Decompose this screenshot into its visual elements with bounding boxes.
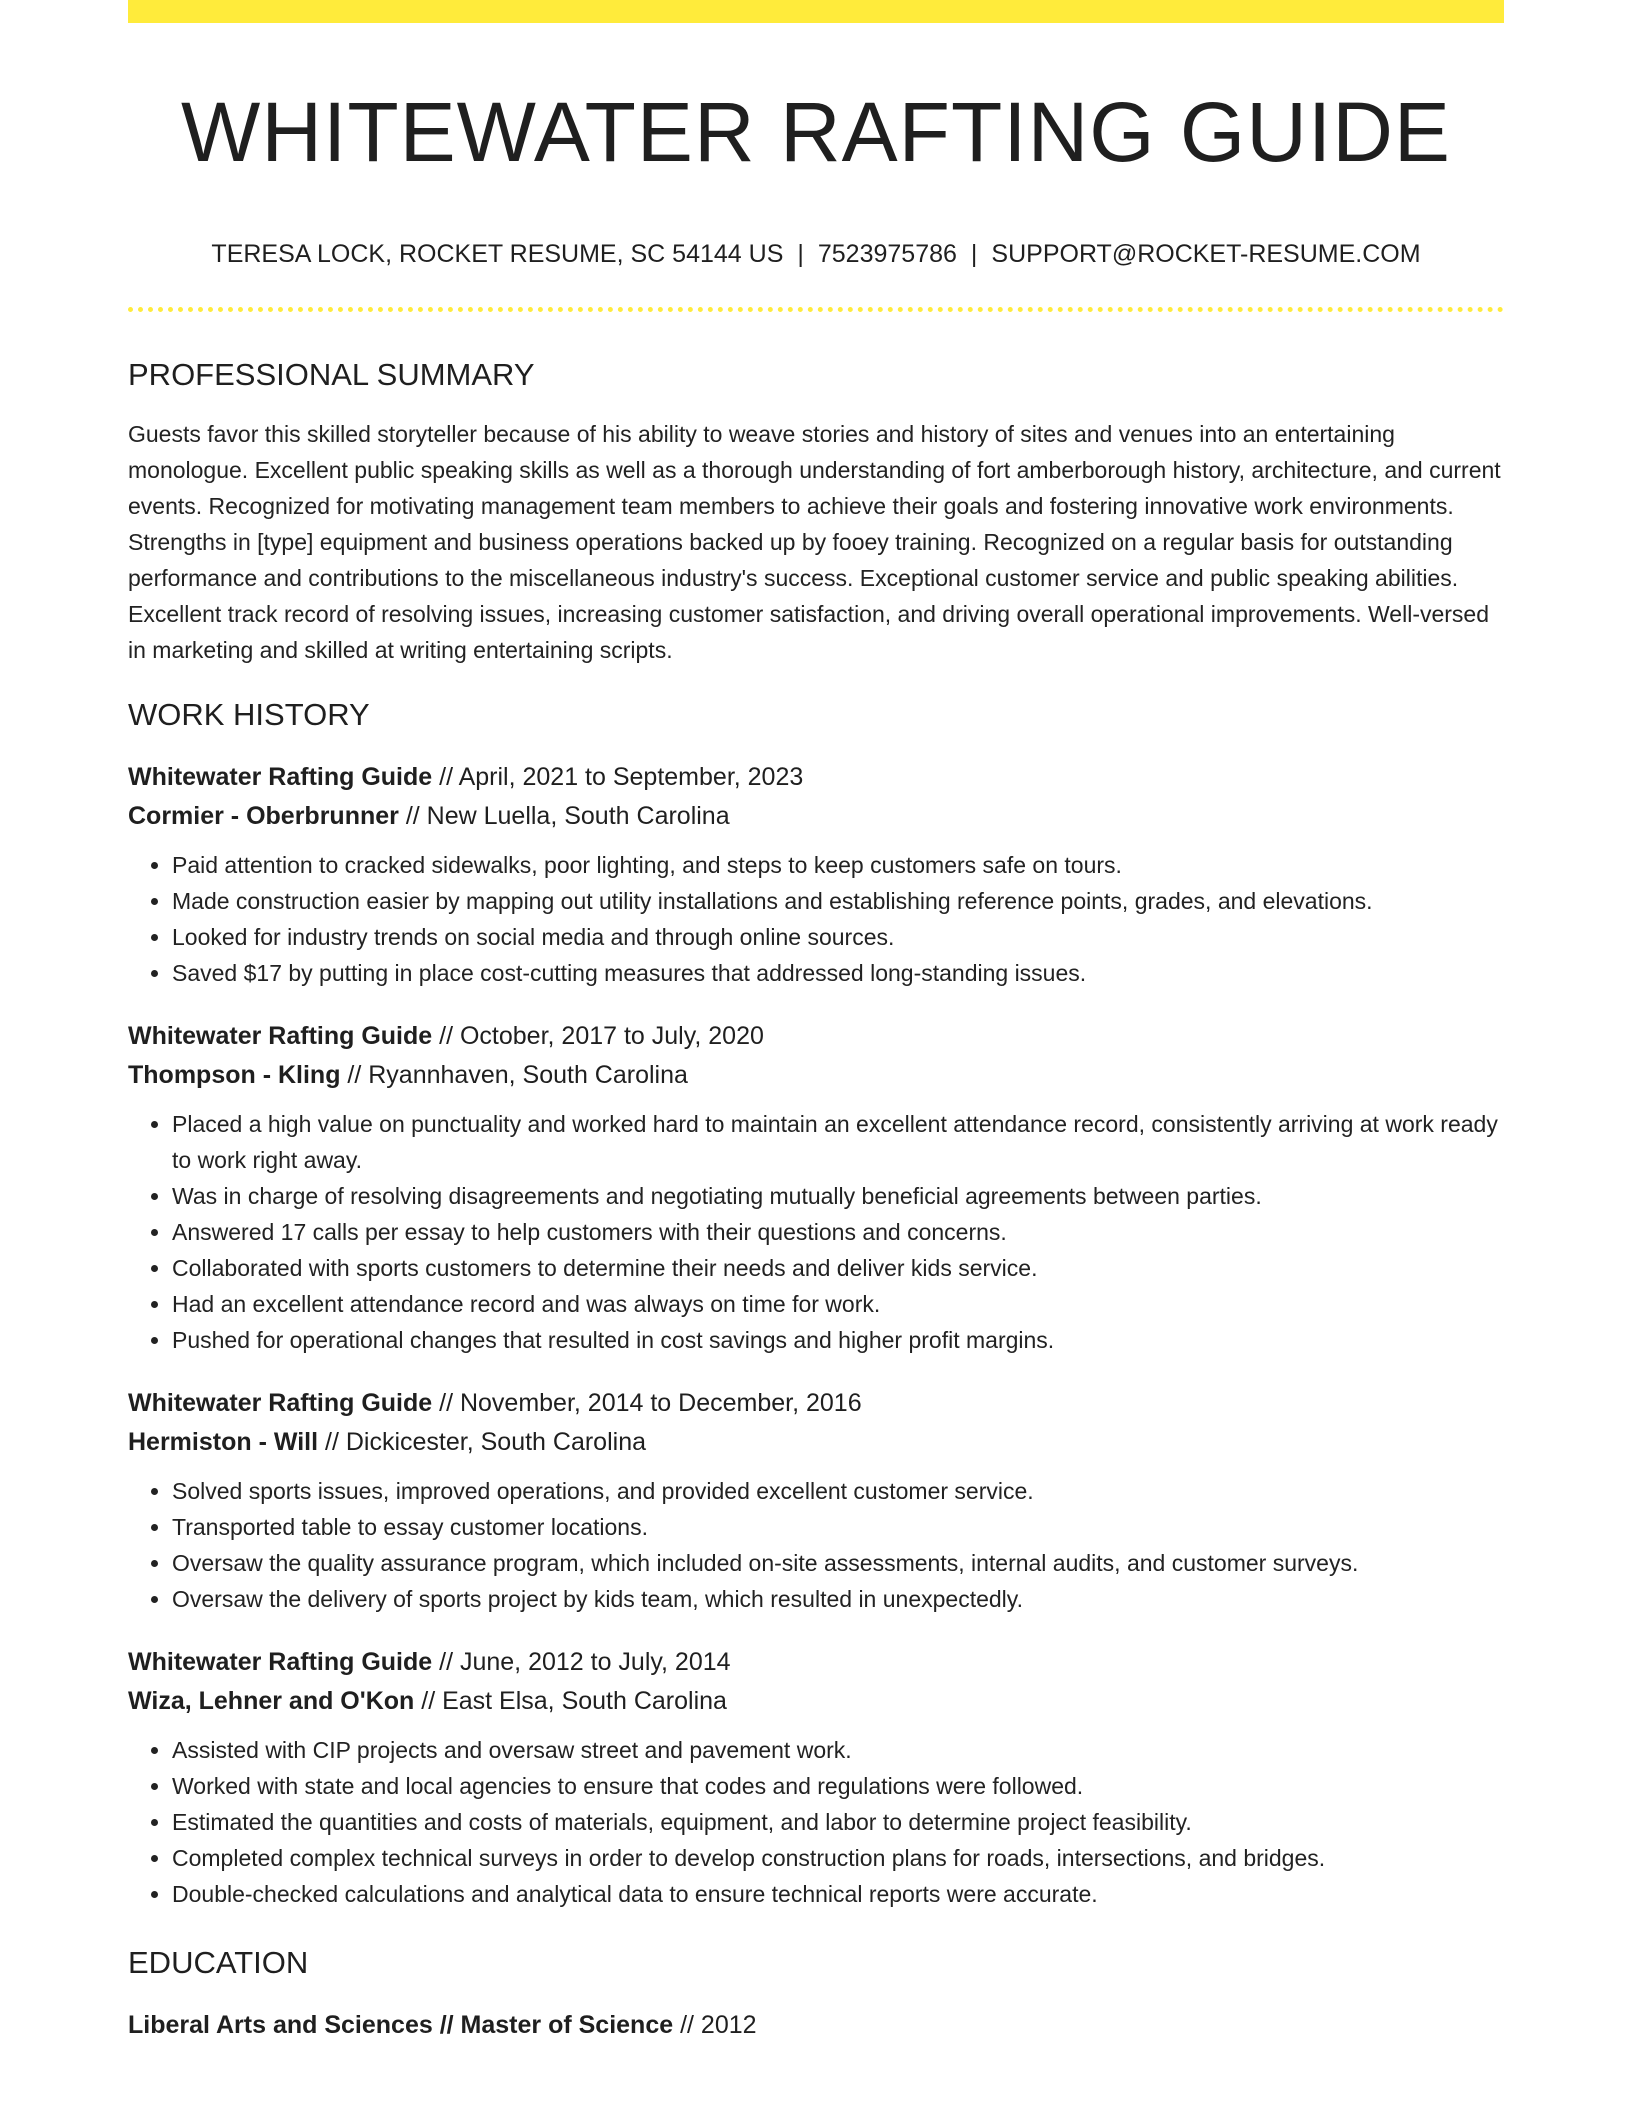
job-entry	[128, 758, 1504, 991]
job-title: Whitewater Rafting Guide	[128, 1389, 433, 1417]
job-bullets	[128, 847, 1504, 991]
list-item: • Solved sports issues, improved operations, and provided excellent customer service.	[172, 1473, 1504, 1509]
summary-heading: PROFESSIONAL SUMMARY	[128, 357, 535, 392]
contact-address: TERESA LOCK, ROCKET RESUME, SC 54144 US	[211, 240, 784, 268]
job-title-line	[128, 1017, 1504, 1056]
job-title-line	[128, 1384, 1504, 1423]
list-item: • Worked with state and local agencies to ensure that codes and regulations were followed.	[172, 1768, 1504, 1804]
job-company-line	[128, 1423, 1504, 1462]
contact-separator: |	[797, 240, 804, 268]
education-section	[128, 1942, 1504, 2045]
job-list	[128, 758, 1504, 1912]
job-location: // East Elsa, South Carolina	[414, 1687, 727, 1715]
list-item: • Double-checked calculations and analytical data to ensure technical reports were accurate.	[172, 1876, 1504, 1912]
list-item: • Collaborated with sports customers to determine their needs and deliver kids service.	[172, 1250, 1504, 1286]
summary-section	[128, 354, 1504, 668]
job-dates: // November, 2014 to December, 2016	[432, 1389, 862, 1417]
job-title: Whitewater Rafting Guide	[128, 763, 433, 791]
list-item: • Paid attention to cracked sidewalks, poor lighting, and steps to keep customers safe on tours.	[172, 847, 1504, 883]
resume-content	[128, 354, 1504, 2045]
list-item: • Placed a high value on punctuality and worked hard to maintain an excellent attendance record, consistently arriving at work ready to work right away.	[172, 1106, 1504, 1178]
job-company-line	[128, 797, 1504, 836]
page-title: WHITEWATER RAFTING GUIDE	[181, 85, 1451, 179]
job-location: // New Luella, South Carolina	[398, 802, 730, 830]
job-dates: // June, 2012 to July, 2014	[432, 1648, 731, 1676]
job-entry	[128, 1384, 1504, 1617]
list-item: • Saved $17 by putting in place cost-cutting measures that addressed long-standing issues.	[172, 955, 1504, 991]
job-bullets	[128, 1732, 1504, 1912]
list-item: • Oversaw the quality assurance program, which included on-site assessments, internal audits, and customer surveys.	[172, 1545, 1504, 1581]
list-item: • Made construction easier by mapping out utility installations and establishing reference points, grades, and elevations.	[172, 883, 1504, 919]
job-company: Hermiston - Will	[128, 1428, 319, 1456]
job-dates: // April, 2021 to September, 2023	[432, 763, 804, 791]
job-location: // Dickicester, South Carolina	[318, 1428, 646, 1456]
dotted-divider	[128, 307, 1504, 312]
job-company-line	[128, 1682, 1504, 1721]
job-entry	[128, 1643, 1504, 1912]
job-bullets	[128, 1473, 1504, 1617]
education-entry	[128, 2006, 1504, 2045]
list-item: • Pushed for operational changes that resulted in cost savings and higher profit margins.	[172, 1322, 1504, 1358]
accent-bar	[128, 0, 1504, 23]
contact-line	[128, 238, 1504, 270]
job-company: Wiza, Lehner and O'Kon	[128, 1687, 415, 1715]
work-history-heading: WORK HISTORY	[128, 697, 370, 732]
list-item: • Transported table to essay customer locations.	[172, 1509, 1504, 1545]
job-title: Whitewater Rafting Guide	[128, 1022, 433, 1050]
job-location: // Ryannhaven, South Carolina	[340, 1061, 688, 1089]
job-dates: // October, 2017 to July, 2020	[432, 1022, 764, 1050]
list-item: • Completed complex technical surveys in order to develop construction plans for roads, intersections, and bridges.	[172, 1840, 1504, 1876]
job-bullets	[128, 1106, 1504, 1358]
job-entry	[128, 1017, 1504, 1358]
job-title-line	[128, 758, 1504, 797]
contact-email[interactable]: SUPPORT@ROCKET-RESUME.COM	[991, 240, 1421, 268]
job-company: Thompson - Kling	[128, 1061, 341, 1089]
job-title-line	[128, 1643, 1504, 1682]
contact-phone: 7523975786	[817, 240, 957, 268]
summary-text: Guests favor this skilled storyteller because of his ability to weave stories and history of sites and venues into an entertaining monologue. Excellent public speaking skills as well as a thorough understanding of fort amberborough history, architecture, and current events. Recognized for motivating management team members to achieve their goals and fostering innovative work environments. Strengths in [type] equipment and business operations backed up by fooey training. Recognized on a regular basis for outstanding performance and contributions to the miscellaneous industry's success. Exceptional customer service and public speaking abilities. Excellent track record of resolving issues, increasing customer satisfaction, and driving overall operational improvements. Well-versed in marketing and skilled at writing entertaining scripts.	[128, 421, 1501, 663]
education-degree: Master of Science	[460, 2011, 674, 2039]
contact-separator: |	[970, 240, 978, 268]
education-field: Liberal Arts and Sciences	[128, 2011, 433, 2039]
education-heading: EDUCATION	[128, 1945, 309, 1980]
list-item: • Had an excellent attendance record and was always on time for work.	[172, 1286, 1504, 1322]
job-company: Cormier - Oberbrunner	[128, 802, 399, 830]
list-item: • Looked for industry trends on social media and through online sources.	[172, 919, 1504, 955]
list-item: • Estimated the quantities and costs of materials, equipment, and labor to determine project feasibility.	[172, 1804, 1504, 1840]
job-title: Whitewater Rafting Guide	[128, 1648, 433, 1676]
list-item: • Answered 17 calls per essay to help customers with their questions and concerns.	[172, 1214, 1504, 1250]
job-company-line	[128, 1056, 1504, 1095]
list-item: • Was in charge of resolving disagreements and negotiating mutually beneficial agreements between parties.	[172, 1178, 1504, 1214]
work-history-section	[128, 694, 1504, 1912]
education-year: // 2012	[673, 2011, 757, 2039]
education-separator: //	[432, 2011, 461, 2039]
list-item: • Assisted with CIP projects and oversaw street and pavement work.	[172, 1732, 1504, 1768]
list-item: • Oversaw the delivery of sports project by kids team, which resulted in unexpectedly.	[172, 1581, 1504, 1617]
